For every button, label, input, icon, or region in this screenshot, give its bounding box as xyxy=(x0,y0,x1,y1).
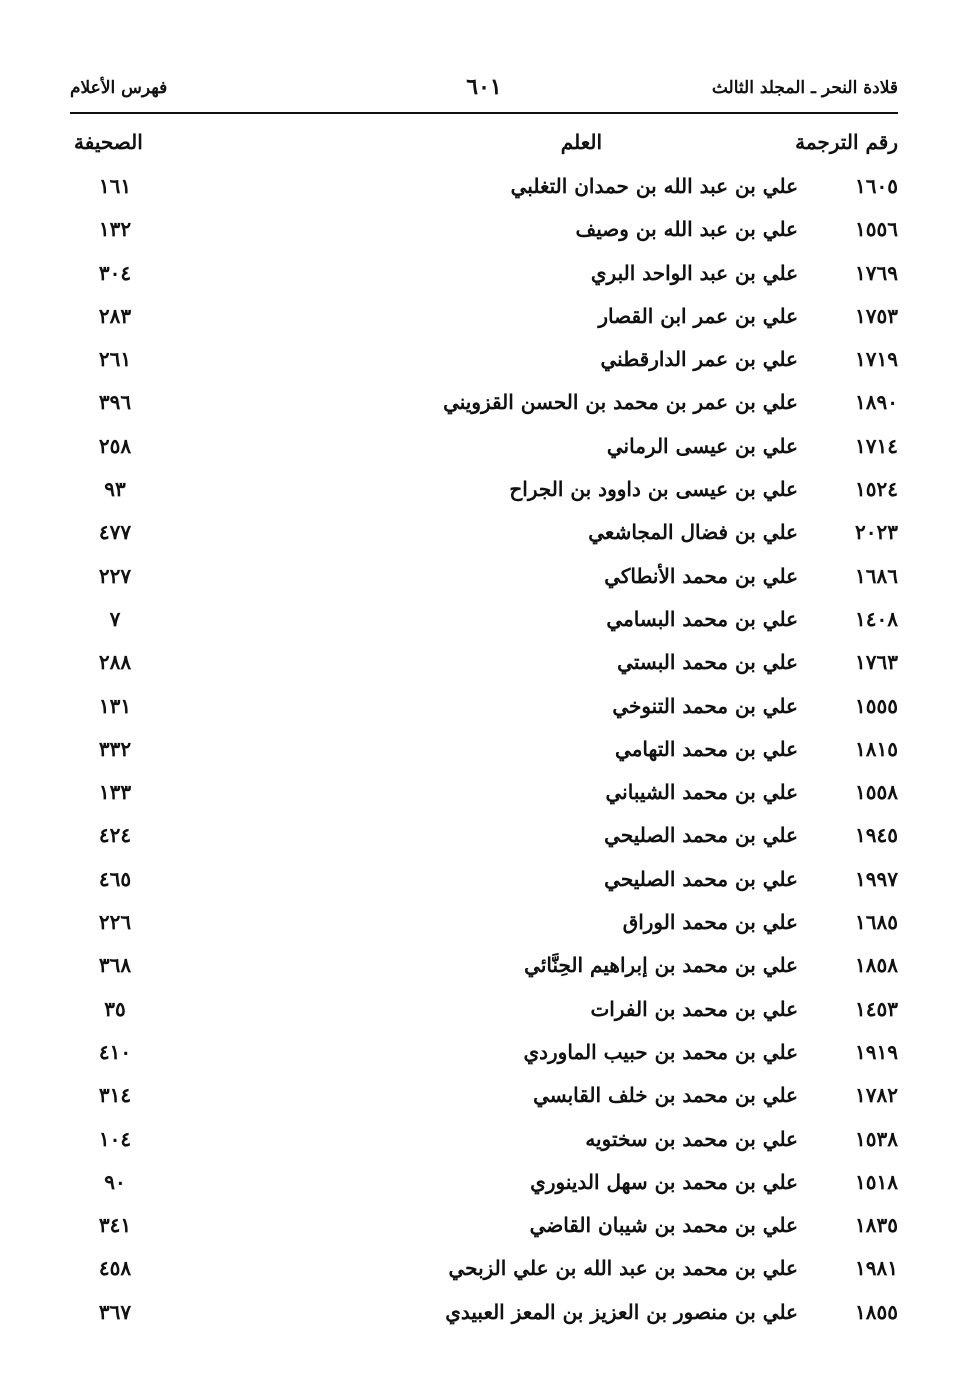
entry-page: ٤٦٥ xyxy=(98,866,132,891)
entry-name: علي بن فضال المجاشعي xyxy=(588,520,798,545)
entry-number: ١٦٨٦ xyxy=(855,563,898,588)
entry-name: علي بن محمد بن حبيب الماوردي xyxy=(523,1039,798,1064)
entry-name: علي بن عبد الواحد البري xyxy=(590,260,798,285)
entry-number: ١٦٨٥ xyxy=(855,910,898,935)
entry-name: علي بن محمد بن شيبان القاضي xyxy=(529,1213,798,1238)
entry-name: علي بن عمر بن محمد بن الحسن القزويني xyxy=(443,390,798,415)
entry-page: ٩٣ xyxy=(104,477,126,502)
entry-name: علي بن عبد الله بن حمدان التغلبي xyxy=(510,174,798,198)
index-entry xyxy=(70,1250,898,1293)
entry-name: علي بن عمر الدارقطني xyxy=(600,347,798,372)
entry-number: ١٨٩٠ xyxy=(855,390,898,415)
entry-page: ٣٠٤ xyxy=(98,260,132,285)
entry-number: ١٥٢٤ xyxy=(855,477,898,502)
index-entry xyxy=(70,211,898,254)
entry-number: ١٥١٨ xyxy=(855,1169,898,1194)
entry-name: علي بن محمد الشيباني xyxy=(605,780,798,805)
entry-number: ١٩٤٥ xyxy=(855,823,898,848)
entry-name: علي بن عمر ابن القصار xyxy=(598,303,798,328)
entry-name: علي بن محمد الصليحي xyxy=(604,823,798,848)
index-entry xyxy=(70,255,898,298)
entry-page: ١٣٢ xyxy=(98,217,132,242)
entry-name: علي بن محمد بن سهل الدينوري xyxy=(530,1169,798,1194)
entry-name: علي بن محمد التنوخي xyxy=(612,693,798,718)
entry-name: علي بن محمد بن خلف القابسي xyxy=(533,1083,798,1108)
entry-page: ٢٨٣ xyxy=(98,303,132,328)
index-entry xyxy=(70,1121,898,1164)
index-entry xyxy=(70,817,898,860)
entry-number: ١٨٣٥ xyxy=(855,1213,898,1238)
entry-name: علي بن محمد البستي xyxy=(617,650,798,675)
entry-number: ١٥٣٨ xyxy=(855,1126,898,1151)
index-entry xyxy=(70,1164,898,1207)
entry-page: ٤٧٧ xyxy=(98,520,132,545)
entry-page: ٣٩٦ xyxy=(98,390,132,415)
entry-page: ٤٥٨ xyxy=(98,1256,132,1281)
entry-page: ١٣٣ xyxy=(98,780,132,805)
entry-name: علي بن محمد الوراق xyxy=(622,910,798,935)
index-entry xyxy=(70,471,898,514)
entry-page: ٣٤١ xyxy=(98,1213,132,1238)
index-entries xyxy=(70,168,898,1337)
book-title: قلادة النحر ـ المجلد الثالث xyxy=(711,78,898,98)
entry-name: علي بن محمد بن الفرات xyxy=(590,996,798,1021)
entry-number: ١٧٦٩ xyxy=(855,260,898,285)
entry-number: ١٩٨١ xyxy=(855,1256,898,1281)
entry-name: علي بن محمد بن عبد الله بن علي الزبحي xyxy=(448,1256,798,1281)
index-entry xyxy=(70,947,898,990)
entry-number: ١٩٩٧ xyxy=(855,866,898,891)
index-entry xyxy=(70,1034,898,1077)
entry-name: علي بن عيسى بن داوود بن الجراح xyxy=(509,477,798,502)
entry-name: علي بن محمد الأنطاكي xyxy=(604,563,798,588)
index-entry xyxy=(70,688,898,731)
entry-page: ٣١٤ xyxy=(98,1083,132,1108)
index-entry xyxy=(70,861,898,904)
entry-number: ١٧٥٣ xyxy=(855,303,898,328)
entry-page: ٤٢٤ xyxy=(98,823,132,848)
entry-page: ٢٢٧ xyxy=(98,563,132,588)
entry-number: ١٨١٥ xyxy=(855,736,898,761)
entry-page: ٣٦٨ xyxy=(98,953,132,978)
entry-page: ١٦١ xyxy=(98,174,132,198)
entry-page: ١٠٤ xyxy=(98,1126,132,1151)
header-rule xyxy=(70,112,898,114)
entry-page: ٧ xyxy=(109,606,121,631)
entry-number: ١٥٥٨ xyxy=(855,780,898,805)
entry-name: علي بن محمد بن إبراهيم الحِنَّائي xyxy=(524,953,798,978)
entry-number: ١٤٠٨ xyxy=(855,606,898,631)
index-entry xyxy=(70,558,898,601)
entry-name: علي بن محمد البسامي xyxy=(606,606,798,631)
entry-page: ٢٢٦ xyxy=(98,910,132,935)
index-entry xyxy=(70,298,898,341)
entry-number: ١٤٥٣ xyxy=(855,996,898,1021)
entry-number: ١٧٨٢ xyxy=(855,1083,898,1108)
entry-name: علي بن منصور بن العزيز بن المعز العبيدي xyxy=(445,1299,798,1324)
section-title: فهرس الأعلام xyxy=(70,78,168,98)
entry-name: علي بن عيسى الرماني xyxy=(606,433,798,458)
entry-number: ٢٠٢٣ xyxy=(855,520,898,545)
entry-number: ١٧٦٣ xyxy=(855,650,898,675)
index-entry xyxy=(70,514,898,557)
column-header-page: الصحيفة xyxy=(74,130,143,154)
index-entry xyxy=(70,168,898,211)
entry-page: ٣٥ xyxy=(104,996,126,1021)
index-entry xyxy=(70,904,898,947)
entry-number: ١٨٥٨ xyxy=(855,953,898,978)
entry-page: ٢٥٨ xyxy=(98,433,132,458)
column-header-number: رقم الترجمة xyxy=(795,130,898,154)
index-entry xyxy=(70,991,898,1034)
entry-page: ١٣١ xyxy=(98,693,132,718)
entry-page: ٩٠ xyxy=(104,1169,126,1194)
entry-page: ٢٨٨ xyxy=(98,650,132,675)
column-header-name: العلم xyxy=(560,130,602,154)
index-entry xyxy=(70,774,898,817)
column-headers xyxy=(70,130,898,162)
entry-page: ٣٦٧ xyxy=(98,1299,132,1324)
entry-number: ١٧١٩ xyxy=(855,347,898,372)
index-entry xyxy=(70,644,898,687)
entry-name: علي بن محمد الصليحي xyxy=(604,866,798,891)
entry-name: علي بن محمد بن سختويه xyxy=(585,1126,798,1151)
entry-number: ١٥٥٥ xyxy=(855,693,898,718)
entry-number: ١٦٠٥ xyxy=(855,174,898,198)
index-entry xyxy=(70,384,898,427)
index-entry xyxy=(70,341,898,384)
running-head xyxy=(70,74,898,104)
index-entry xyxy=(70,1207,898,1250)
page-number: ٦٠١ xyxy=(466,74,502,100)
entry-number: ١٧١٤ xyxy=(855,433,898,458)
index-entry xyxy=(70,428,898,471)
index-entry xyxy=(70,1294,898,1337)
entry-page: ٤١٠ xyxy=(98,1039,132,1064)
index-entry xyxy=(70,731,898,774)
entry-name: علي بن محمد التهامي xyxy=(615,736,798,761)
entry-page: ٢٦١ xyxy=(98,347,132,372)
entry-number: ١٩١٩ xyxy=(855,1039,898,1064)
entry-page: ٣٣٢ xyxy=(98,736,132,761)
entry-number: ١٥٥٦ xyxy=(855,217,898,242)
entry-name: علي بن عبد الله بن وصيف xyxy=(575,217,798,242)
entry-number: ١٨٥٥ xyxy=(855,1299,898,1324)
index-entry xyxy=(70,601,898,644)
index-entry xyxy=(70,1077,898,1120)
